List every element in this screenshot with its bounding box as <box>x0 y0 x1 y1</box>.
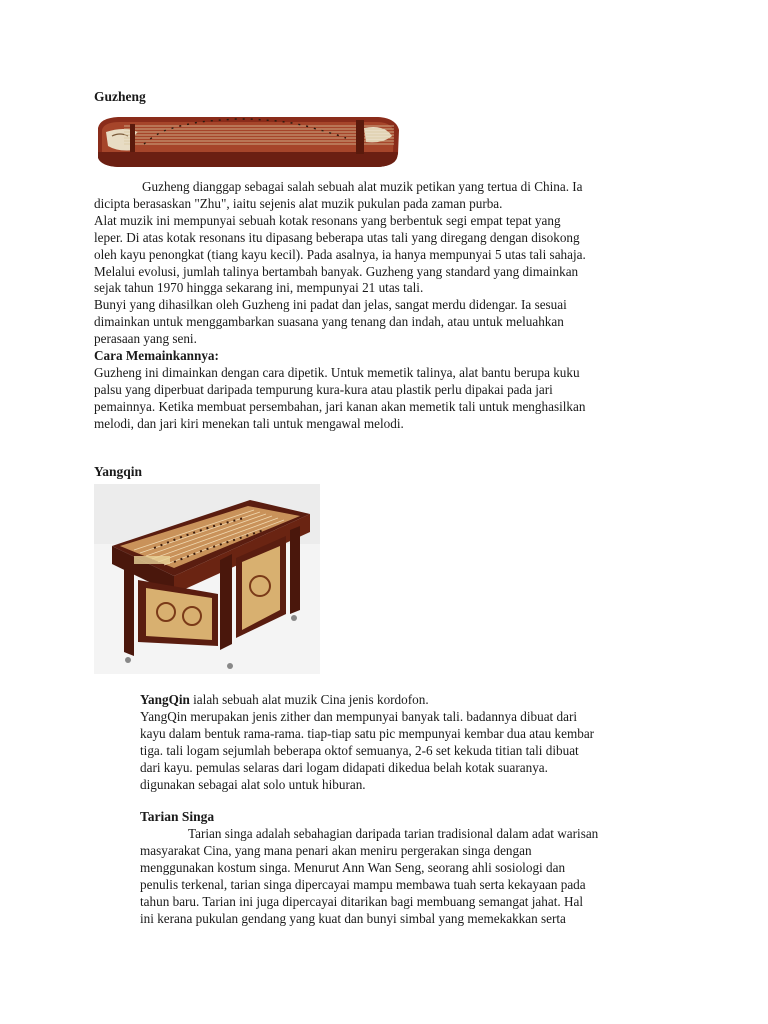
text-line: melodi, dan jari kiri menekan tali untuk mengawal melodi. <box>94 415 404 431</box>
text-line: dicipta berasaskan "Zhu", iaitu sejenis alat muzik pukulan pada zaman purba. <box>94 195 503 211</box>
text-line: Tarian singa adalah sebahagian daripada tarian tradisional dalam adat warisan <box>188 826 599 841</box>
yangqin-lead-text: ialah sebuah alat muzik Cina jenis kordofon. <box>189 692 429 707</box>
text-line: oleh kayu penongkat (tiang kayu kecil). Pada asalnya, ia hanya mempunyai 5 utas tali sahaja. <box>94 246 586 262</box>
text-line: ini kerana pukulan gendang yang kuat dan bunyi simbal yang memekakkan serta <box>140 910 566 926</box>
text-line: masyarakat Cina, yang mana penari akan meniru pergerakan singa dengan <box>140 842 532 858</box>
text-line: menggunakan kostum singa. Menurut Ann Wan Seng, seorang ahli sosiologi dan <box>140 859 566 875</box>
guzheng-image <box>94 106 402 170</box>
yangqin-lead-bold: YangQin <box>140 692 190 707</box>
text-line: sejak tahun 1970 hingga sekarang ini, mempunyai 21 utas tali. <box>94 280 424 296</box>
tarian-singa-heading: Tarian Singa <box>140 809 215 824</box>
text-line: kayu dalam bentuk rama-rama. tiap-tiap satu pic mempunyai kembar dua atau kembar <box>140 725 595 741</box>
text-line: YangQin merupakan jenis zither dan mempunyai banyak tali. badannya dibuat dari <box>140 708 578 724</box>
text-line: Guzheng ini dimainkan dengan cara dipetik. Untuk memetik talinya, alat bantu berupa kuku <box>94 364 580 380</box>
text-line: tahun baru. Tarian ini juga dipercayai ditarikan bagi membuang semangat jahat. Hal <box>140 893 584 909</box>
guzheng-heading: Guzheng <box>94 89 146 104</box>
text-line: tiga. tali logam sejumlah beberapa oktof semuanya, 2-6 set kekuda titian tali dibuat <box>140 742 579 758</box>
yangqin-heading: Yangqin <box>94 464 143 479</box>
text-line: palsu yang diperbuat daripada tempurung kura-kura atau plastik perlu dipakai pada jari <box>94 381 553 397</box>
text-line: penulis terkenal, tarian singa dipercayai mampu membawa tuah serta kekayaan pada <box>140 876 586 892</box>
text-line: dari kayu. pemulas selaras dari logam didapati dikedua belah kotak suaranya. <box>140 759 548 775</box>
text-line: Bunyi yang dihasilkan oleh Guzheng ini padat dan jelas, sangat merdu didengar. Ia sesuai <box>94 297 567 313</box>
text-line: Melalui evolusi, jumlah talinya bertambah banyak. Guzheng yang standard yang dimainkan <box>94 263 579 279</box>
text-line: perasaan yang seni. <box>94 331 197 347</box>
text-line: digunakan sebagai alat solo untuk hiburan. <box>140 776 366 792</box>
tarian-singa-paragraph <box>140 826 598 927</box>
text-line: dimainkan untuk menggambarkan suasana yang tenang dan indah, atau untuk meluahkan <box>94 314 564 330</box>
cara-memainkannya-subheading: Cara Memainkannya: <box>94 348 219 364</box>
text-line: Guzheng dianggap sebagai salah sebuah alat muzik petikan yang tertua di China. Ia <box>142 179 583 194</box>
yangqin-image <box>94 484 320 674</box>
yangqin-paragraph <box>140 692 594 793</box>
text-line: pemainnya. Ketika membuat persembahan, jari kanan akan memetik tali untuk menghasilkan <box>94 398 586 414</box>
text-line <box>140 692 594 709</box>
text-line: leper. Di atas kotak resonans itu dipasang beberapa utas tali yang diregang dengan disokong <box>94 229 580 245</box>
guzheng-paragraph <box>94 179 586 433</box>
text-line: Alat muzik ini mempunyai sebuah kotak resonans yang berbentuk segi empat tepat yang <box>94 212 561 228</box>
